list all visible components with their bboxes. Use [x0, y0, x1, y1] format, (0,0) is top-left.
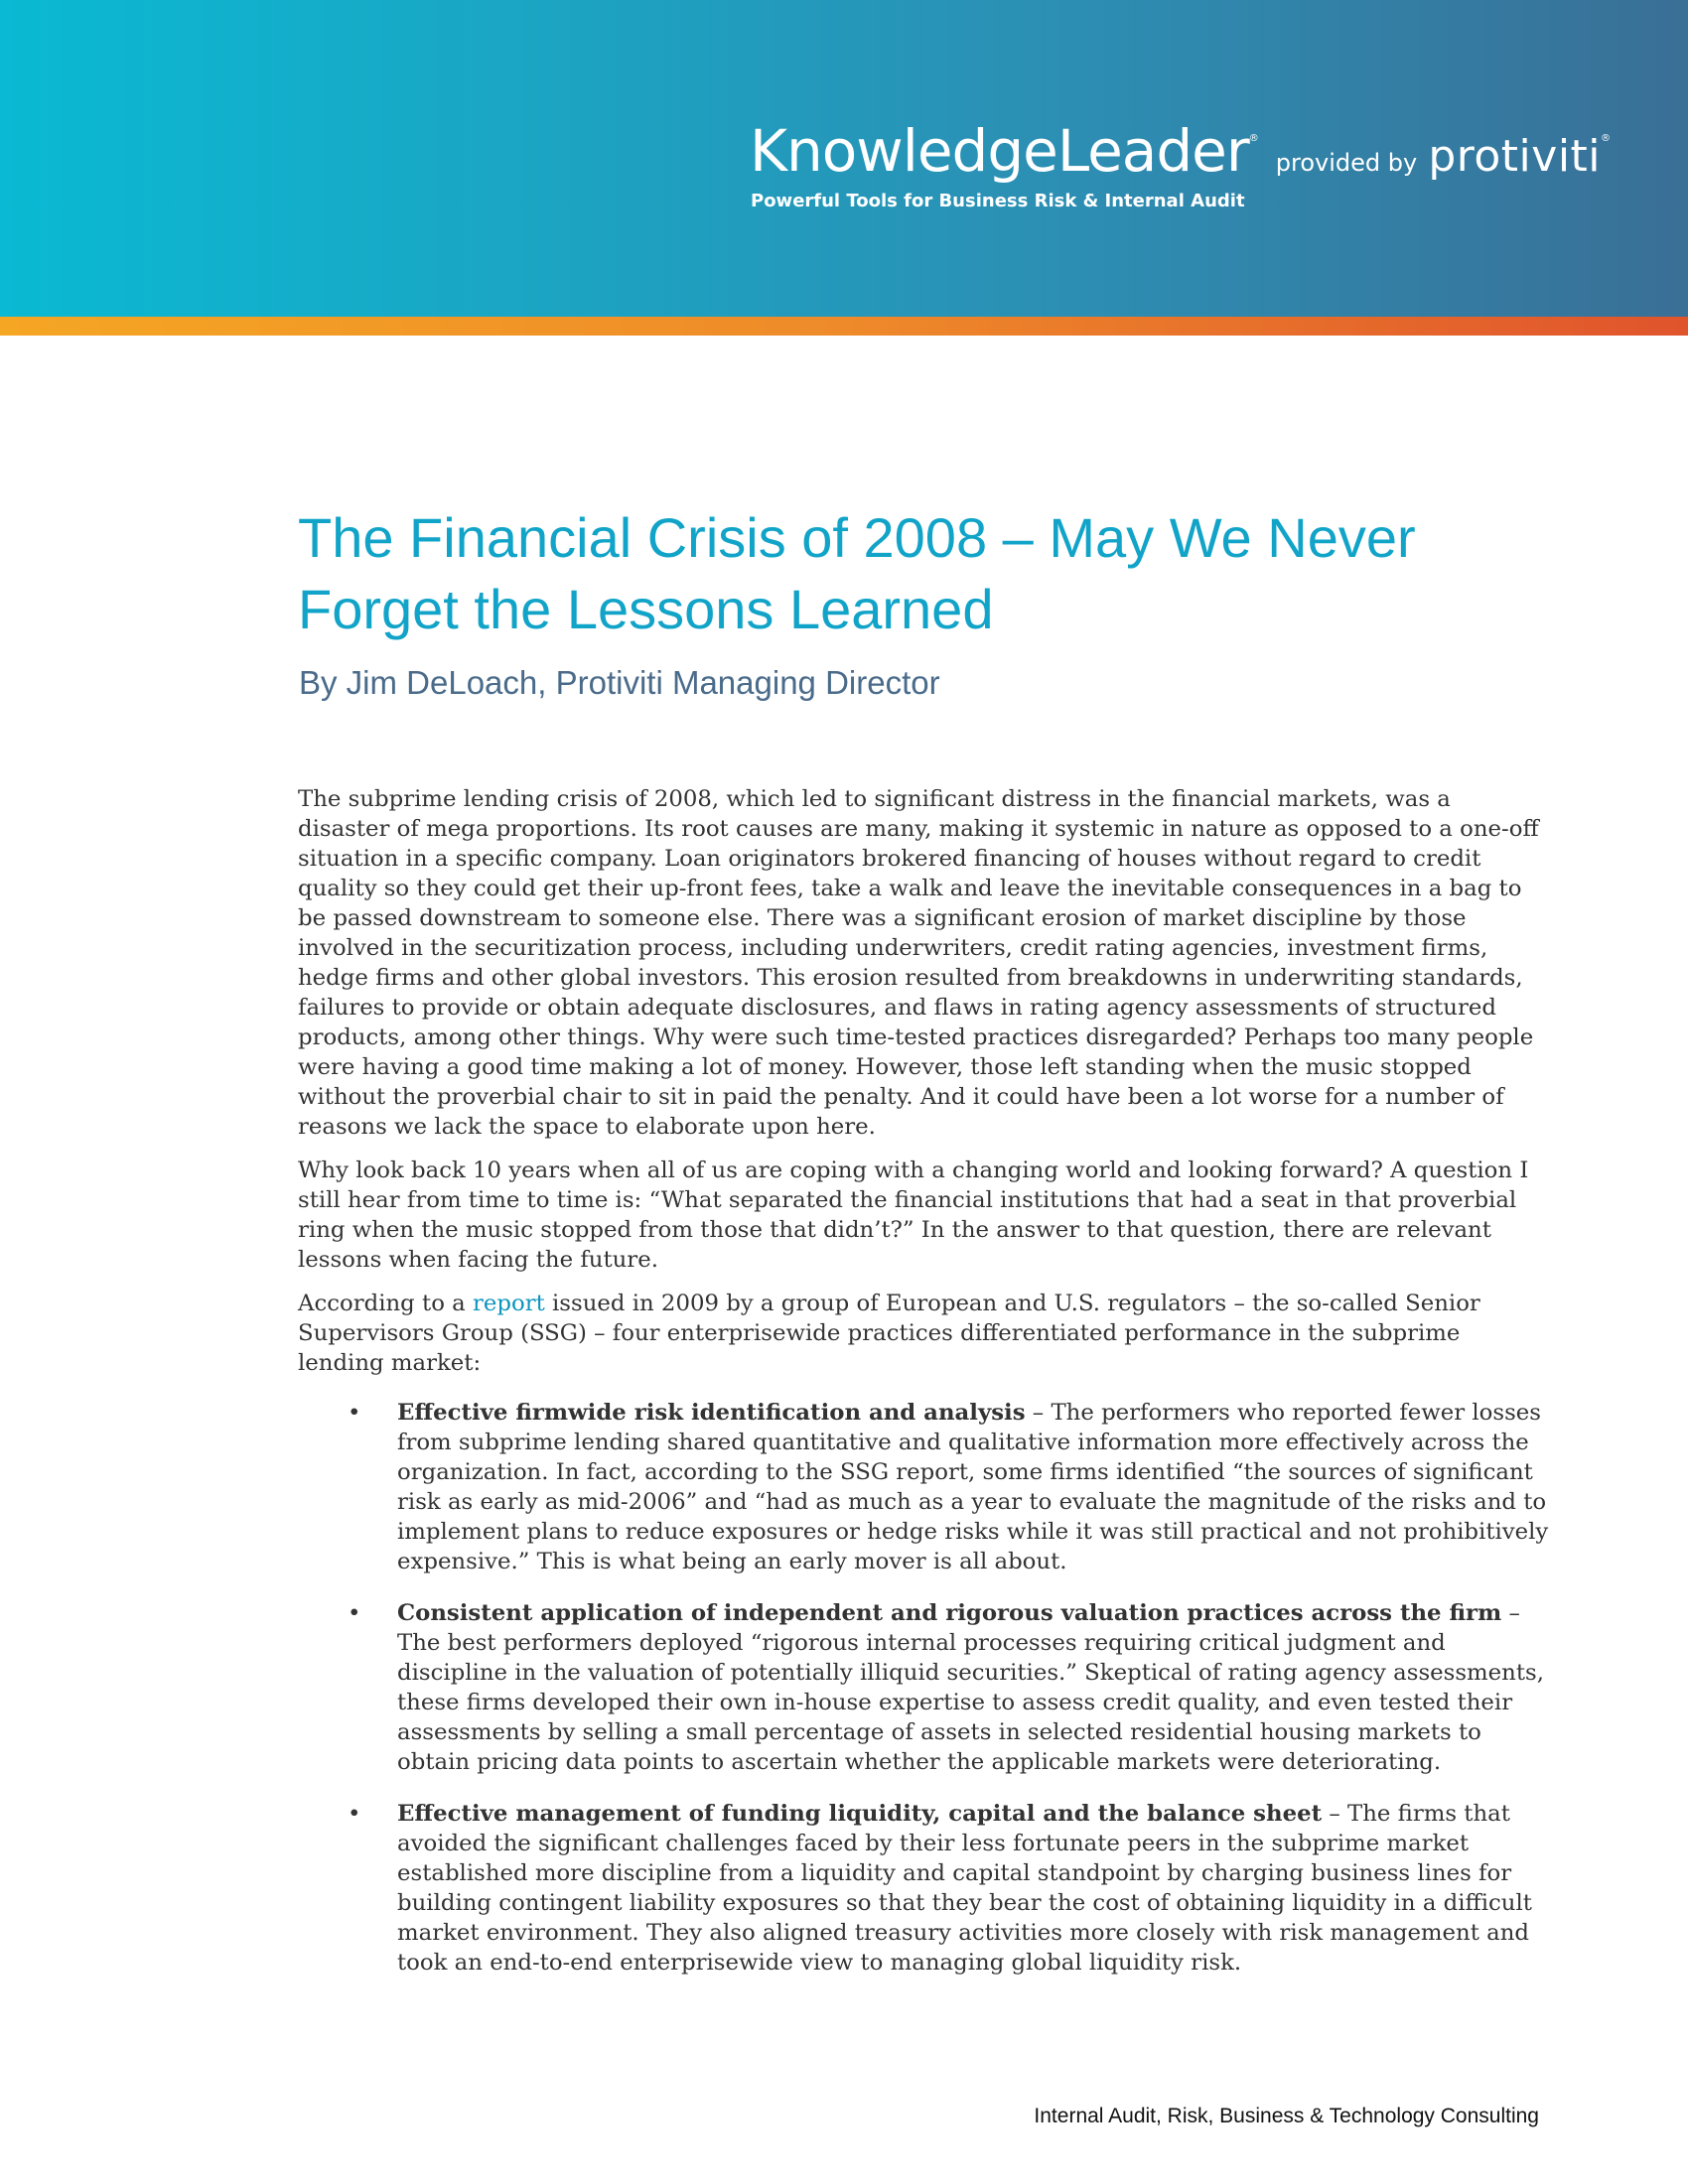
brand-tagline: Powerful Tools for Business Risk & Internal Audit — [751, 191, 1245, 211]
list-item-heading: Consistent application of independent and rigorous valuation practices across the firm — [397, 1600, 1502, 1626]
paragraph-intro: The subprime lending crisis of 2008, which led to significant distress in the financial markets, was a disaster of mega proportions. Its root causes are many, making it systemic in nature as opposed to a one-off situation in a specific company. Loan originators brokered financing of houses without regard to credit quality so they could get their up-front fees, take a walk and leave the inevitable consequences in a bag to be passed downstream to someone else. There was a significant erosion of market discipline by those involved in the securitization process, including underwriters, credit rating agencies, investment firms, hedge firms and other global investors. This erosion resulted from breakdowns in underwriting standards, failures to provide or obtain adequate disclosures, and flaws in rating agency assessments of structured products, among other things. Why were such time-tested practices disregarded? Perhaps too many people were having a good time making a lot of money. However, those left standing when the music stopped without the proverbial chair to sit in paid the penalty. And it could have been a lot worse for a number of reasons we lack the space to elaborate upon here. — [298, 786, 1539, 1140]
list-item-heading: Effective management of funding liquidity, capital and the balance sheet — [397, 1801, 1323, 1827]
report-link[interactable]: report — [473, 1291, 545, 1316]
registered-mark: ® — [1248, 133, 1259, 144]
list-item-text: – The best performers deployed “rigorous internal processes requiring critical judgment and discipline in the valuation of potentially illiquid securities.” Skeptical of rating agency assessments, these firms developed their own in-house expertise to assess credit quality, and even tested their assessments by selling a small percentage of assets in selected residential housing markets to obtain pricing data points to ascertain whether the applicable markets were deteriorating. — [397, 1600, 1544, 1775]
list-item — [298, 1398, 1549, 1576]
bullet-icon: • — [348, 1400, 361, 1426]
article-body — [298, 784, 1549, 1999]
list-item-text: – The firms that avoided the significant challenges faced by their less fortunate peers in the subprime market established more discipline from a liquidity and capital standpoint by charging business lines for building contingent liability exposures so that they bear the cost of obtaining liquidity in a difficult market environment. They also aligned treasury activities more closely with risk management and took an end-to-end enterprisewide view to managing global liquidity risk. — [397, 1801, 1532, 1976]
header-accent-bar — [0, 317, 1688, 336]
list-item — [298, 1799, 1549, 1978]
company-name: protiviti — [1428, 131, 1602, 182]
paragraph-report-rest: issued in 2009 by a group of European and U.S. regulators – the so-called Senior Supervisors Group (SSG) – four enterprisewide practices differentiated performance in the subprime lending market: — [298, 1291, 1480, 1376]
list-item-heading: Effective firmwide risk identification and analysis — [397, 1400, 1026, 1426]
header-banner — [0, 0, 1688, 317]
list-item-text: – The performers who reported fewer losses from subprime lending shared quantitative and qualitative information more effectively across the organization. In fact, according to the SSG report, some firms identified “the sources of significant risk as early as mid-2006” and “had as much as a year to evaluate the magnitude of the risks and to implement plans to reduce exposures or hedge risks while it was still practical and not prohibitively expensive.” This is what being an early mover is all about. — [397, 1400, 1549, 1574]
practices-list — [298, 1398, 1549, 1978]
bullet-icon: • — [348, 1801, 361, 1827]
article-byline: By Jim DeLoach, Protiviti Managing Director — [299, 664, 940, 701]
provided-by-text: provided by — [1275, 149, 1418, 177]
brand-logo — [750, 117, 1611, 185]
brand-name: KnowledgeLeader — [750, 117, 1249, 185]
list-item — [298, 1598, 1549, 1777]
article-title: The Financial Crisis of 2008 – May We Never Forget the Lessons Learned — [298, 506, 1416, 640]
paragraph-report-lead: According to a — [298, 1291, 473, 1316]
paragraph-question: Why look back 10 years when all of us are coping with a changing world and looking forward? A question I still hear from time to time is: “What separated the financial institutions that had a seat in that proverbial ring when the music stopped from those that didn’t?” In the answer to that question, there are relevant lessons when facing the future. — [298, 1158, 1529, 1273]
registered-mark: ® — [1601, 133, 1612, 144]
page-footer: Internal Audit, Risk, Business & Technology Consulting — [1034, 2105, 1539, 2127]
paragraph-report — [298, 1289, 1549, 1378]
bullet-icon: • — [348, 1600, 361, 1626]
